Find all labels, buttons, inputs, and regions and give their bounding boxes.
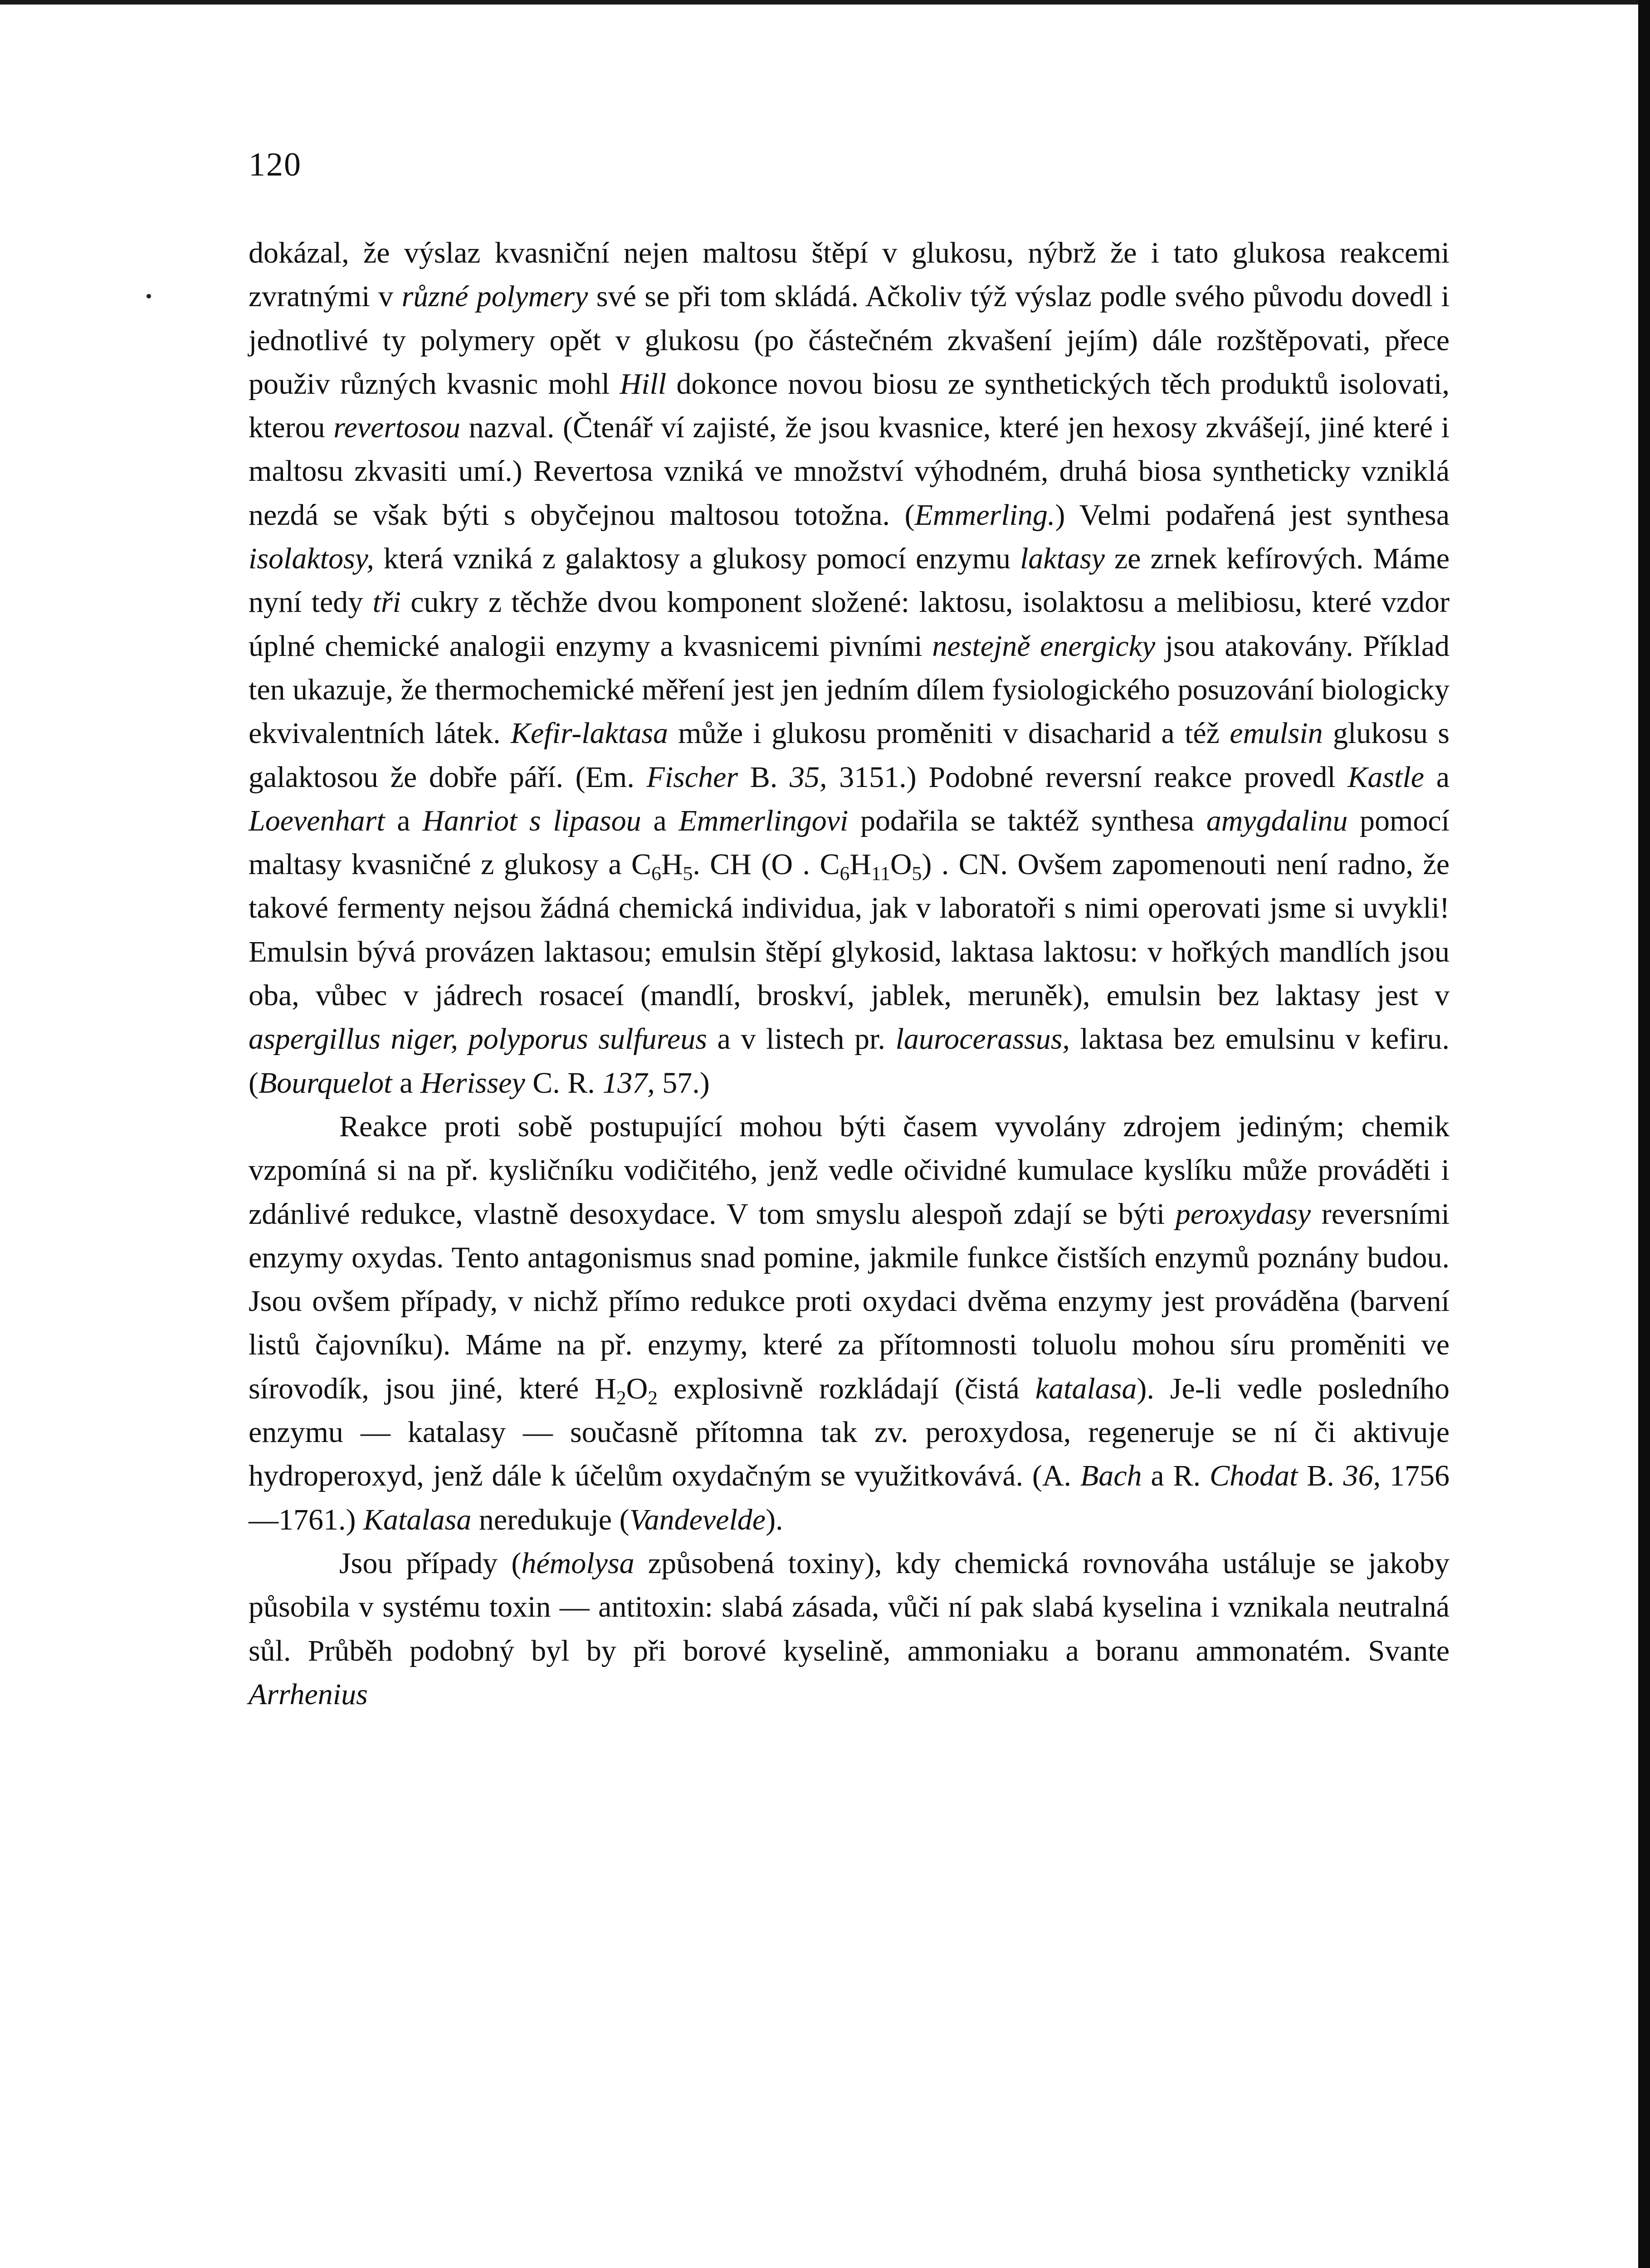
italic-run: 35,	[789, 760, 827, 794]
italic-run: peroxydasy	[1175, 1197, 1311, 1231]
text-run: pomocí maltasy kvasničné z glukosy a C	[249, 804, 1450, 881]
text-run: ) Velmi podařená jest synthesa	[1055, 498, 1450, 532]
text-run: ).	[766, 1503, 783, 1536]
italic-run: Fischer	[646, 760, 738, 794]
text-run: jsou atakovány. Příklad ten ukazuje, že thermochemické měření jest jen jedním dílem fysiologického posuzování biologicky ekvivalentních látek.	[249, 629, 1450, 750]
italic-run: Hill	[620, 367, 667, 401]
italic-run: Bach	[1080, 1459, 1142, 1493]
italic-run: 137,	[602, 1066, 655, 1100]
text-run: cukry z těchže dvou komponent složené: laktosu, isolaktosu a melibiosu, které vzdor úplné chemické analogii enzymy a kvasnicemi pivními	[249, 586, 1450, 663]
italic-run: laktasy	[1020, 542, 1105, 576]
text-run: neredukuje (	[471, 1503, 630, 1536]
text-run: ze zrnek kefírových. Máme nyní tedy	[249, 542, 1450, 619]
paragraph-3	[249, 1542, 1450, 1716]
italic-run: nestejně energicky	[932, 629, 1156, 663]
text-run: dokázal, že výslaz kvasniční nejen maltosu štěpí v glukosu, nýbrž že i tato glukosa reakcemi zvratnými v	[249, 236, 1450, 313]
italic-run: Vandevelde	[629, 1503, 766, 1536]
subscript: 11	[871, 863, 890, 885]
italic-run: různé polymery	[401, 280, 588, 313]
text-run: a	[392, 1066, 420, 1100]
text-run: Jsou případy (	[339, 1546, 522, 1580]
text-run: 3151.) Podobné reversní reakce provedl	[827, 760, 1348, 794]
text-run: a	[1424, 760, 1450, 794]
italic-run: Chodat	[1209, 1459, 1298, 1493]
italic-run: katalasa	[1035, 1372, 1137, 1405]
text-run: a R.	[1142, 1459, 1210, 1493]
text-run: Reakce proti sobě postupující mohou býti časem vyvolány zdrojem jediným; chemik vzpomíná si na př. kysličníku vodičitého, jenž vedle očividné kumulace kyslíku může prováděti i zdánlivé redukce, vlastně desoxydace. V tom smyslu alespoň zdají se býti	[249, 1110, 1450, 1231]
text-run: H	[661, 848, 683, 881]
text-run: H	[849, 848, 871, 881]
text-run: která vzniká z galaktosy a glukosy pomocí enzymu	[374, 542, 1020, 576]
italic-run: aspergillus niger,	[249, 1022, 459, 1056]
text-run: podařila se taktéž synthesa	[848, 804, 1206, 837]
italic-run: tři	[372, 586, 401, 619]
text-run: B.	[1298, 1459, 1343, 1493]
italic-run: Emmerlingovi	[679, 804, 849, 837]
italic-run: Loevenhart	[249, 804, 385, 837]
text-run: své se při tom skládá. Ačkoliv týž výslaz podle svého původu dovedl i jednotlivé ty polymery opět v glukosu (po částečném zkvašení jejím) dále rozštěpovati, přece použiv různých kvasnic mohl	[249, 280, 1450, 401]
margin-dot	[146, 294, 151, 298]
subscript: 6	[840, 863, 850, 885]
text-run: O	[890, 848, 912, 881]
text-run: reversními enzymy oxydas. Tento antagonismus snad pomine, jakmile funkce čistších enzymů poznány budou. Jsou ovšem případy, v nichž přímo redukce proti oxydaci dvěma enzymy jest prováděna (barvení listů čajovníku). Máme na př. enzymy, které za přítomnosti toluolu mohou síru proměniti ve sírovodík, jsou jiné, které H	[249, 1197, 1450, 1405]
subscript: 5	[683, 863, 693, 885]
subscript: 2	[648, 1387, 658, 1409]
subscript: 5	[912, 863, 922, 885]
scan-frame-right	[1638, 0, 1650, 2268]
italic-run: 36,	[1343, 1459, 1381, 1493]
text-run: ) . CN. Ovšem zapomenouti není radno, že takové fermenty nejsou žádná chemická individua, jak v laboratoři s nimi operovati jsme si uvykli! Emulsin bývá provázen laktasou; emulsin štěpí glykosid, laktasa laktosu: v hořkých mandlích jsou oba, vůbec v jádrech rosaceí (mandlí, broskví, jablek, meruněk), emulsin bez laktasy jest v	[249, 848, 1450, 1012]
italic-run: hémolysa	[521, 1546, 635, 1580]
italic-run: laurocerassus,	[895, 1022, 1070, 1056]
text-run: C. R.	[525, 1066, 603, 1100]
italic-run: Kastle	[1347, 760, 1425, 794]
paragraph-1	[249, 231, 1450, 1105]
text-run: laktasa bez emulsinu v kefiru. (	[249, 1022, 1450, 1100]
italic-run: Katalasa	[363, 1503, 472, 1536]
italic-run: Kefir-laktasa	[510, 717, 668, 750]
text-run: O	[626, 1372, 648, 1405]
text-run: způsobená toxiny), kdy chemická rovnováha ustáluje se jakoby působila v systému toxin — antitoxin: slabá zásada, vůči ní pak slabá kyselina i vznikala neutralná sůl. Průběh podobný byl by při borové kyselině, ammoniaku a boranu ammonatém. Svante	[249, 1546, 1450, 1667]
text-run: může i glukosu proměniti v disacharid a též	[668, 717, 1230, 750]
paragraph-2	[249, 1105, 1450, 1542]
text-run: 1756—1761.)	[249, 1459, 1450, 1536]
scan-frame-top	[0, 0, 1650, 5]
text-run: . CH (O . C	[693, 848, 840, 881]
italic-run: emulsin	[1230, 717, 1323, 750]
body-text	[249, 231, 1450, 1716]
text-run: ). Je-li vedle posledního enzymu — katalasy — současně přítomna tak zv. peroxydosa, regeneruje se ní či aktivuje hydroperoxyd, jenž dále k účelům oxydačným se využitkovává. (A.	[249, 1372, 1450, 1493]
italic-run: Hanriot s lipasou	[422, 804, 641, 837]
text-run: a	[385, 804, 423, 837]
text-run: explosivně rozkládají (čistá	[658, 1372, 1035, 1405]
text-run: nazval. (Čtenář ví zajisté, že jsou kvasnice, které jen hexosy zkvášejí, jiné které i maltosu zkvasiti umí.) Revertosa vzniká ve množství výhodném, druhá biosa syntheticky vzniklá nezdá se však býti s obyčejnou maltosou totožna. (	[249, 411, 1450, 532]
subscript: 2	[616, 1387, 626, 1409]
text-run: B.	[738, 760, 790, 794]
text-run	[458, 1022, 469, 1056]
page-number: 120	[249, 146, 302, 183]
text-run: 57.)	[654, 1066, 710, 1100]
text-run: a v listech pr.	[707, 1022, 896, 1056]
text-run: glukosu s galaktosou že dobře páří. (Em.	[249, 717, 1450, 794]
italic-run: isolaktosy,	[249, 542, 374, 576]
italic-run: Arrhenius	[249, 1677, 368, 1711]
italic-run: revertosou	[333, 411, 461, 445]
text-run: dokonce novou biosu ze synthetických těch produktů isolovati, kterou	[249, 367, 1450, 445]
subscript: 6	[651, 863, 661, 885]
italic-run: amygdalinu	[1206, 804, 1348, 837]
italic-run: polyporus sulfureus	[468, 1022, 707, 1056]
italic-run: Bourquelot	[258, 1066, 392, 1100]
italic-run: Emmerling.	[914, 498, 1055, 532]
text-run: a	[641, 804, 679, 837]
italic-run: Herissey	[420, 1066, 525, 1100]
